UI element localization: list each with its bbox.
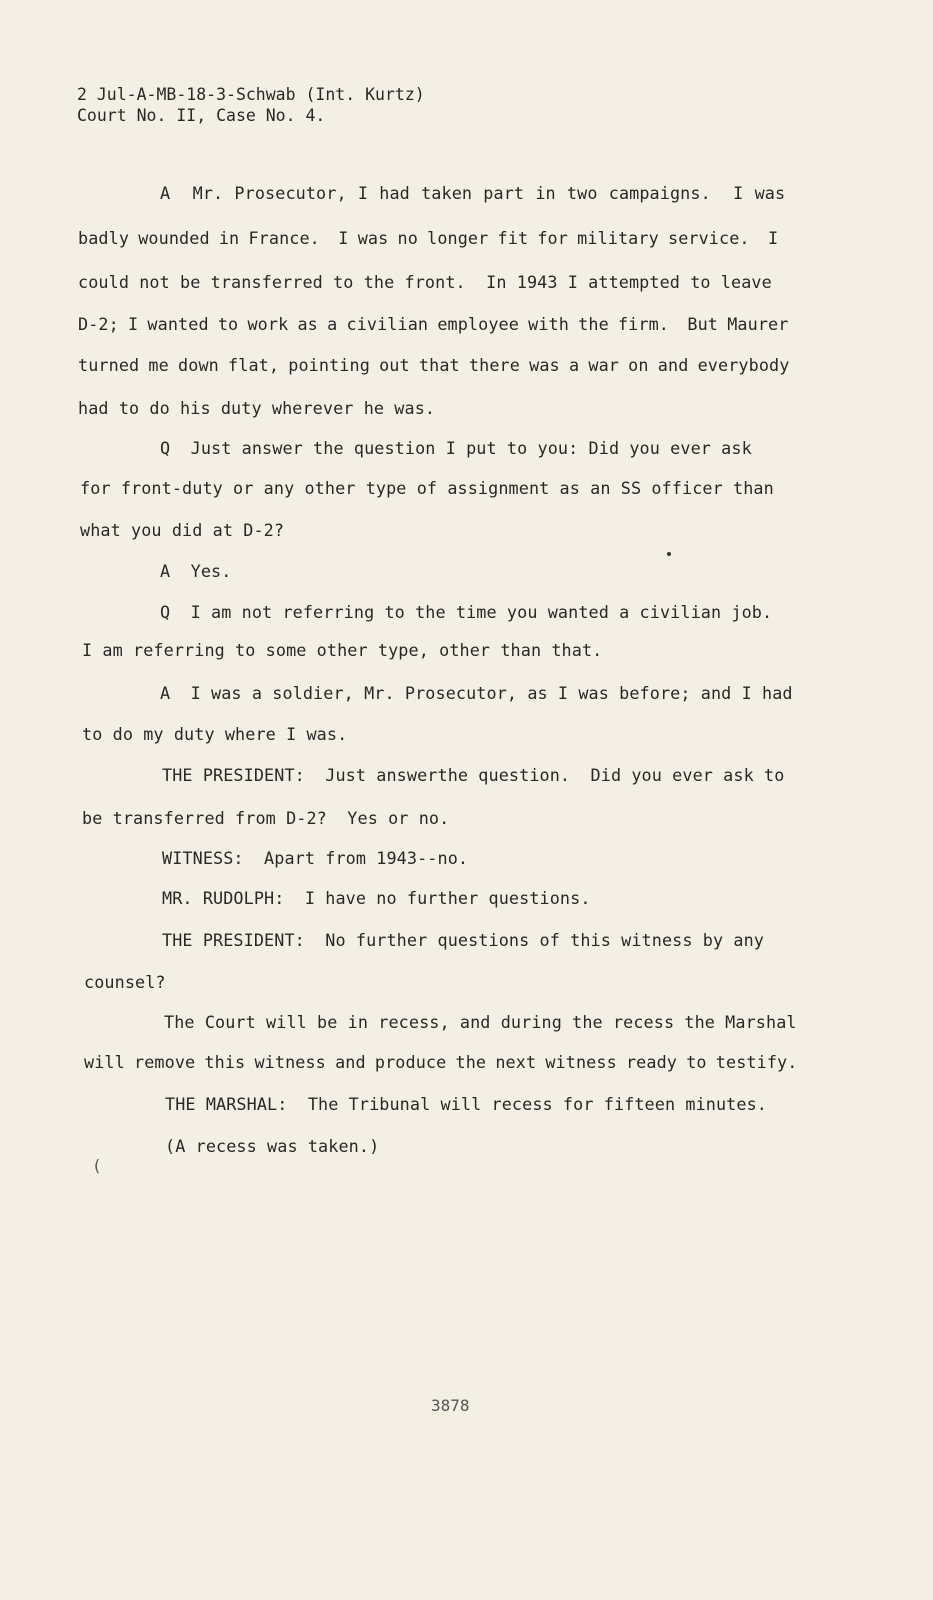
body-line: (A recess was taken.) <box>165 1136 380 1156</box>
body-line: I am referring to some other type, other than that. <box>82 640 603 660</box>
body-line: counsel? <box>84 972 166 992</box>
body-line: Q I am not referring to the time you wanted a civilian job. <box>160 602 773 622</box>
body-line: WITNESS: Apart from 1943--no. <box>162 848 469 868</box>
ink-dot-mark <box>667 552 671 556</box>
body-line: what you did at D-2? <box>80 520 285 540</box>
body-line: The Court will be in recess, and during the recess the Marshal <box>164 1012 797 1032</box>
body-line: could not be transferred to the front. In 1943 I attempted to leave <box>78 272 772 292</box>
body-line: D-2; I wanted to work as a civilian employee with the firm. But Maurer <box>78 314 789 334</box>
body-line: for front-duty or any other type of assignment as an SS officer than <box>80 478 774 498</box>
body-line: be transferred from D-2? Yes or no. <box>82 808 450 828</box>
body-line: will remove this witness and produce the next witness ready to testify. <box>84 1052 798 1072</box>
body-line: turned me down flat, pointing out that there was a war on and everybody <box>78 355 790 375</box>
body-line: THE MARSHAL: The Tribunal will recess for fifteen minutes. <box>165 1094 767 1114</box>
body-line: badly wounded in France. I was no longer fit for military service. I <box>78 228 779 248</box>
body-line: A I was a soldier, Mr. Prosecutor, as I was before; and I had <box>160 683 793 703</box>
body-line: Q Just answer the question I put to you: Did you ever ask <box>160 438 752 458</box>
body-line: to do my duty where I was. <box>82 724 348 744</box>
margin-paren-mark: ( <box>92 1156 102 1175</box>
body-line: A Mr. Prosecutor, I had taken part in two campaigns. I was <box>160 183 786 203</box>
body-line: THE PRESIDENT: No further questions of this witness by any <box>162 930 764 950</box>
body-line: A Yes. <box>160 561 232 581</box>
header-line-1: 2 Jul-A-MB-18-3-Schwab (Int. Kurtz) <box>77 85 425 104</box>
header-line-2: Court No. II, Case No. 4. <box>77 106 326 125</box>
body-line: THE PRESIDENT: Just answerthe question. Did you ever ask to <box>162 765 785 785</box>
body-line: had to do his duty wherever he was. <box>78 398 436 418</box>
page-number: 3878 <box>431 1396 470 1415</box>
document-header <box>77 84 425 126</box>
body-line: MR. RUDOLPH: I have no further questions. <box>162 888 591 908</box>
